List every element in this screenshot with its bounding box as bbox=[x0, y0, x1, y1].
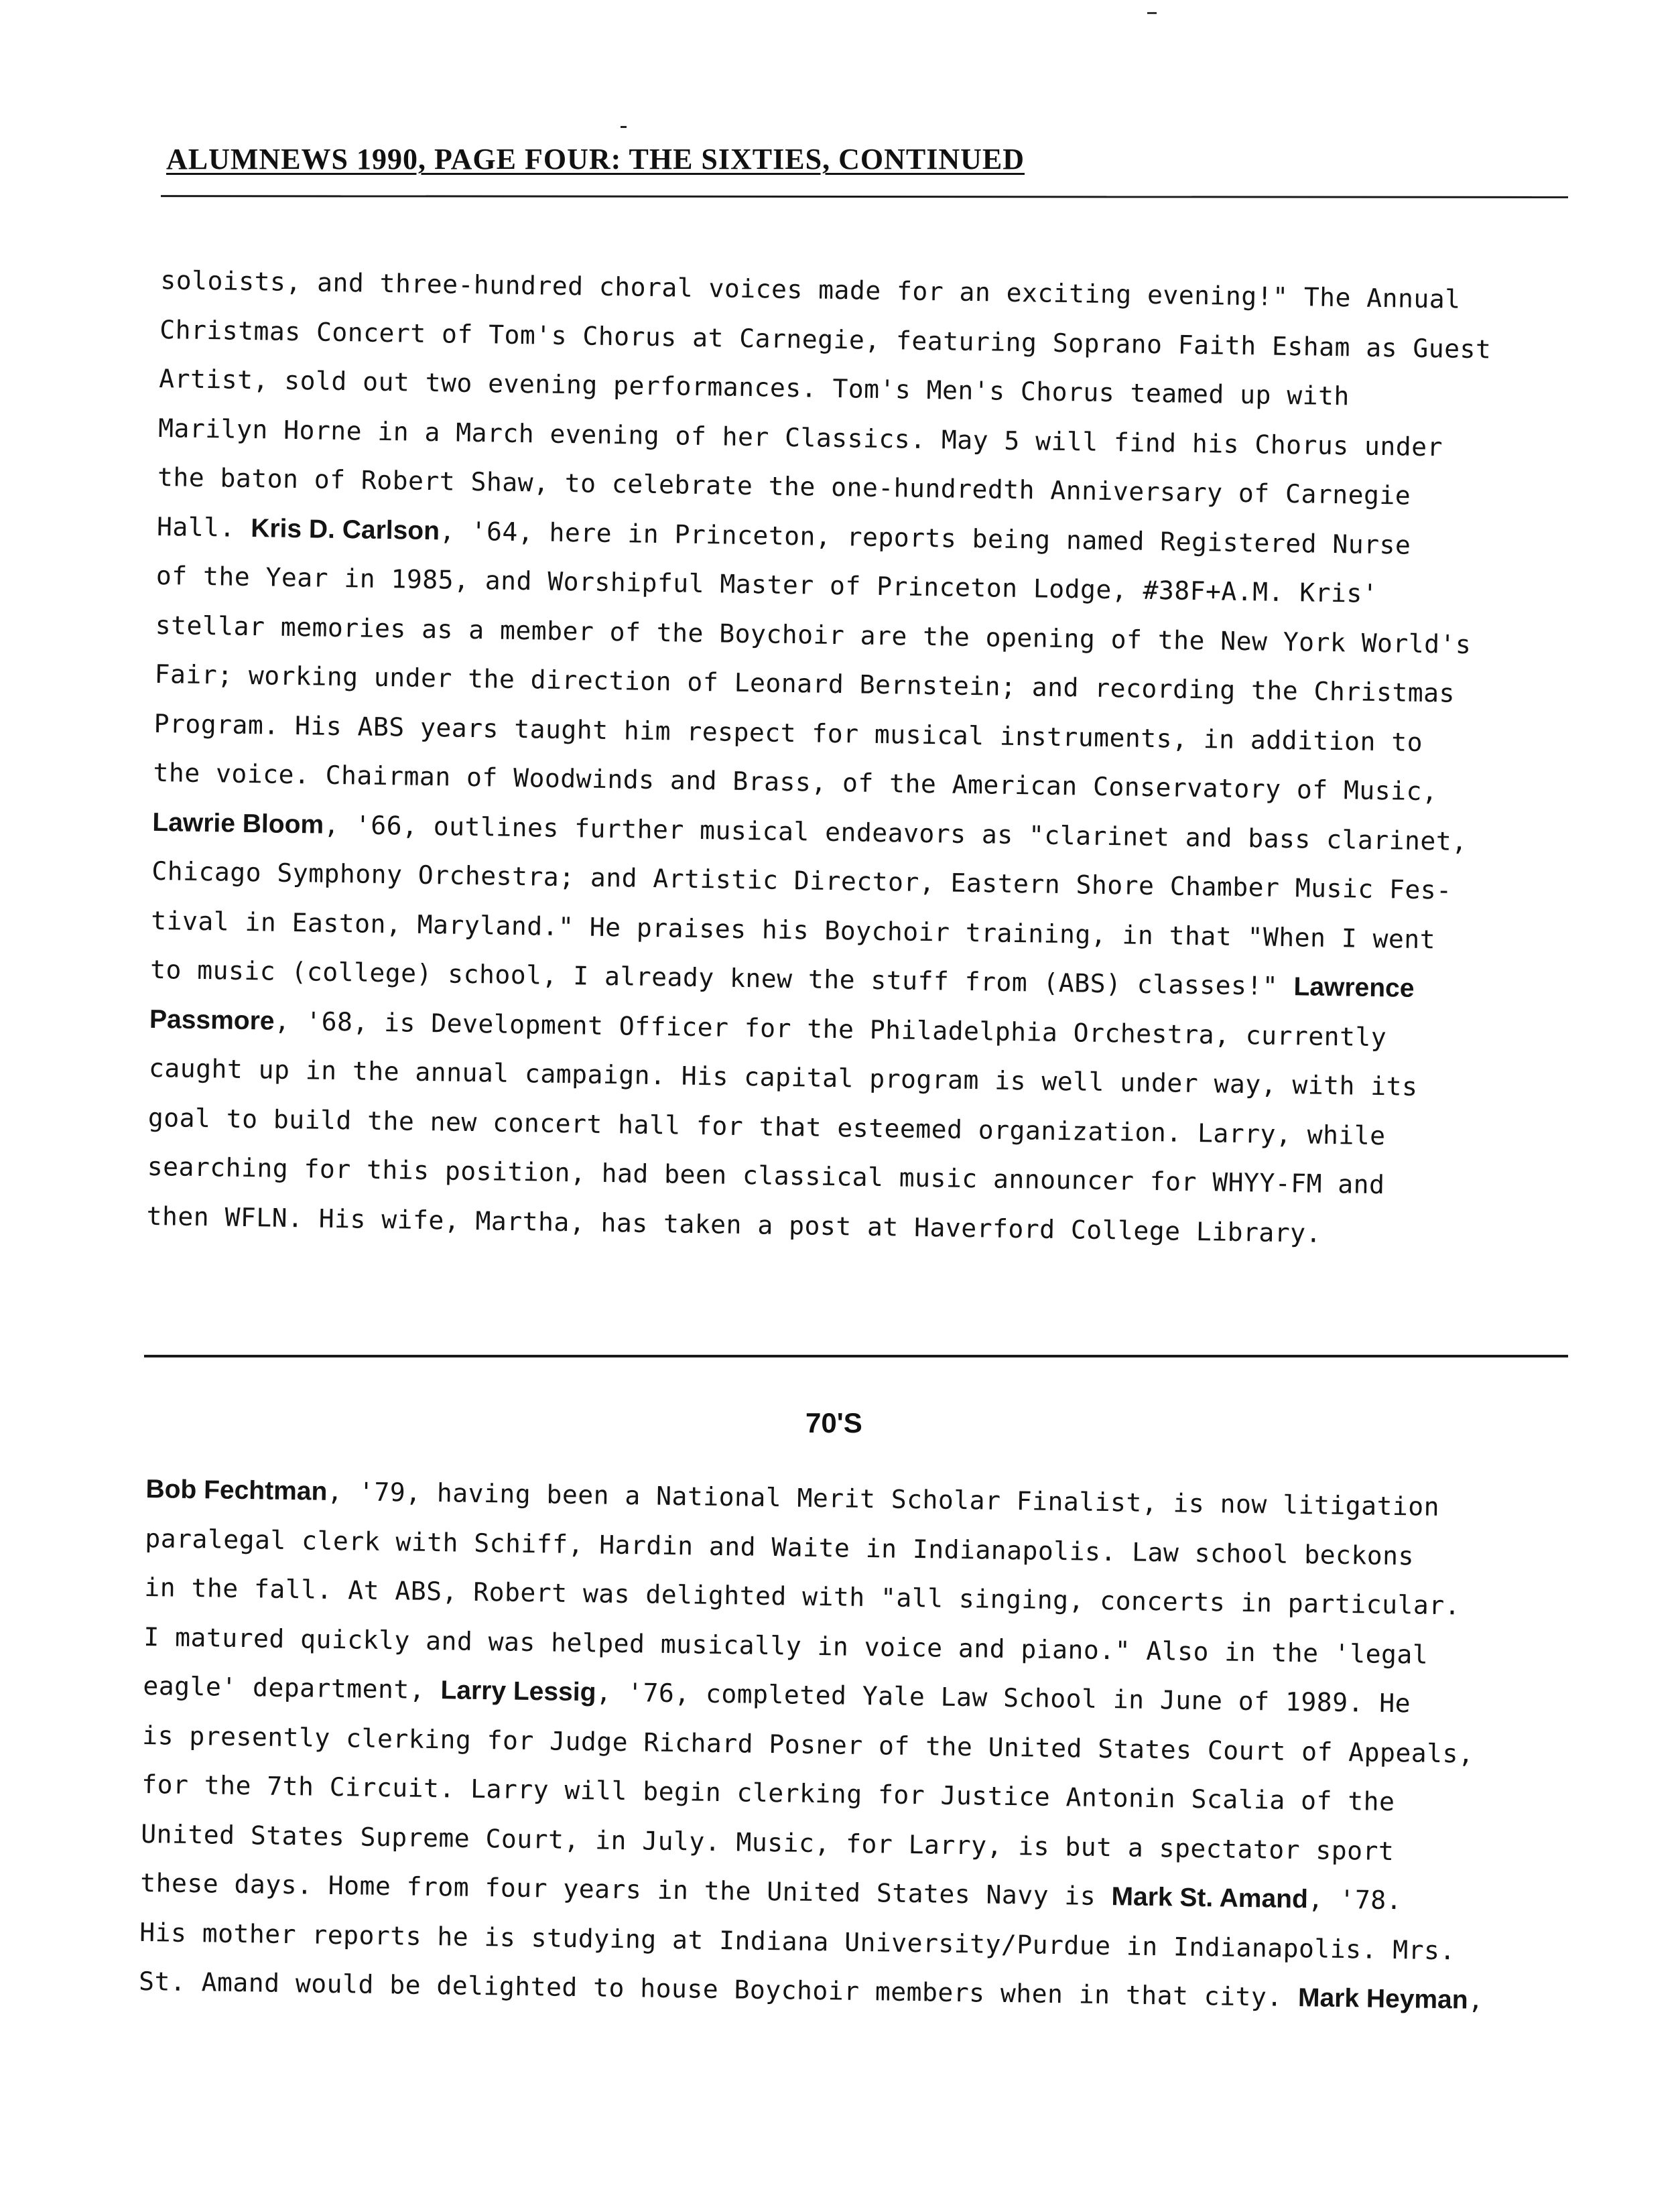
sixties-continued-text bbox=[146, 256, 1581, 1262]
text-run: tival in Easton, Maryland." He praises his Boychoir training, in that "When I went bbox=[150, 905, 1436, 954]
text-run: Hall. bbox=[156, 511, 251, 543]
text-run: in the fall. At ABS, Robert was delighted with "all singing, concerts in particular. bbox=[144, 1572, 1461, 1621]
seventies-text bbox=[139, 1465, 1587, 2026]
text-run: paralegal clerk with Schiff, Hardin and Waite in Indianapolis. Law school beckons bbox=[145, 1523, 1415, 1571]
scan-mark bbox=[1147, 12, 1157, 14]
text-run: , '64, here in Princeton, reports being named Registered Nurse bbox=[439, 515, 1411, 560]
header-rule bbox=[161, 195, 1568, 198]
page-header: ALUMNEWS 1990, PAGE FOUR: THE SIXTIES, CONTINUED bbox=[166, 143, 1025, 176]
scan-mark bbox=[621, 126, 627, 128]
alumnus-name: Mark St. Amand bbox=[1111, 1882, 1309, 1914]
section-divider bbox=[144, 1355, 1568, 1357]
alumnus-name: Lawrie Bloom bbox=[152, 807, 324, 840]
alumnus-name: Mark Heyman bbox=[1297, 1983, 1468, 2015]
text-run: the voice. Chairman of Woodwinds and Brass, of the American Conservatory of Music, bbox=[153, 757, 1438, 807]
text-run: Fair; working under the direction of Leonard Bernstein; and recording the Christmas bbox=[154, 659, 1456, 708]
text-run: Program. His ABS years taught him respect for musical instruments, in addition to bbox=[153, 708, 1423, 757]
text-run: Christmas Concert of Tom's Chorus at Carnegie, featuring Soprano Faith Esham as Guest bbox=[159, 314, 1492, 364]
text-run: , '66, outlines further musical endeavors as "clarinet and bass clarinet, bbox=[323, 809, 1468, 856]
text-run: , '78. bbox=[1307, 1884, 1403, 1916]
text-run: , '68, is Development Officer for the Philadelphia Orchestra, currently bbox=[274, 1006, 1387, 1052]
text-run: , bbox=[1468, 1985, 1484, 2015]
text-run: for the 7th Circuit. Larry will begin clerking for Justice Antonin Scalia of the bbox=[141, 1769, 1395, 1817]
alumnus-name: Lawrence bbox=[1293, 972, 1415, 1003]
text-run: , '76, completed Yale Law School in June of 1989. He bbox=[596, 1677, 1411, 1719]
text-run: of the Year in 1985, and Worshipful Master of Princeton Lodge, #38F+A.M. Kris' bbox=[155, 560, 1378, 608]
alumnus-name: Bob Fechtman bbox=[145, 1474, 328, 1506]
text-run: Marilyn Horne in a March evening of her Classics. May 5 will find his Chorus under bbox=[157, 413, 1443, 462]
alumnus-name: Larry Lessig bbox=[440, 1676, 596, 1707]
alumnus-name: Passmore bbox=[149, 1004, 275, 1036]
text-run: these days. Home from four years in the United States Navy is bbox=[139, 1867, 1112, 1912]
text-run: is presently clerking for Judge Richard Posner of the United States Court of Appeals, bbox=[142, 1720, 1474, 1769]
text-run: St. Amand would be delighted to house Boychoir members when in that city. bbox=[138, 1966, 1299, 2013]
text-run: searching for this position, had been classical music announcer for WHYY-FM and bbox=[147, 1151, 1385, 1200]
text-run: goal to build the new concert hall for that esteemed organization. Larry, while bbox=[147, 1102, 1386, 1150]
text-run: I matured quickly and was helped musically in voice and piano." Also in the 'legal bbox=[143, 1621, 1429, 1670]
alumnus-name: Kris D. Carlson bbox=[250, 513, 440, 545]
text-run: , '79, having been a National Merit Scholar Finalist, is now litigation bbox=[327, 1476, 1440, 1522]
text-run: eagle' department, bbox=[143, 1670, 441, 1705]
text-run: stellar memories as a member of the Boychoir are the opening of the New York World's bbox=[155, 610, 1472, 659]
text-run: to music (college) school, I already knew the stuff from (ABS) classes!" bbox=[149, 954, 1294, 1002]
text-run: Artist, sold out two evening performances. Tom's Men's Chorus teamed up with bbox=[158, 363, 1350, 411]
text-run: then WFLN. His wife, Martha, has taken a post at Haverford College Library. bbox=[146, 1201, 1322, 1248]
text-run: His mother reports he is studying at Indiana University/Purdue in Indianapolis. Mrs. bbox=[139, 1917, 1456, 1965]
text-run: caught up in the annual campaign. His capital program is well under way, with its bbox=[148, 1053, 1418, 1102]
text-run: United States Supreme Court, in July. Music, for Larry, is but a spectator sport bbox=[141, 1818, 1395, 1866]
text-run: soloists, and three-hundred choral voices made for an exciting evening!" The Annual bbox=[160, 265, 1461, 314]
text-run: Chicago Symphony Orchestra; and Artistic Director, Eastern Shore Chamber Music Fes- bbox=[151, 856, 1452, 905]
section-heading-70s: 70'S bbox=[805, 1407, 862, 1439]
text-run: the baton of Robert Shaw, to celebrate the one-hundredth Anniversary of Carnegie bbox=[157, 462, 1411, 511]
